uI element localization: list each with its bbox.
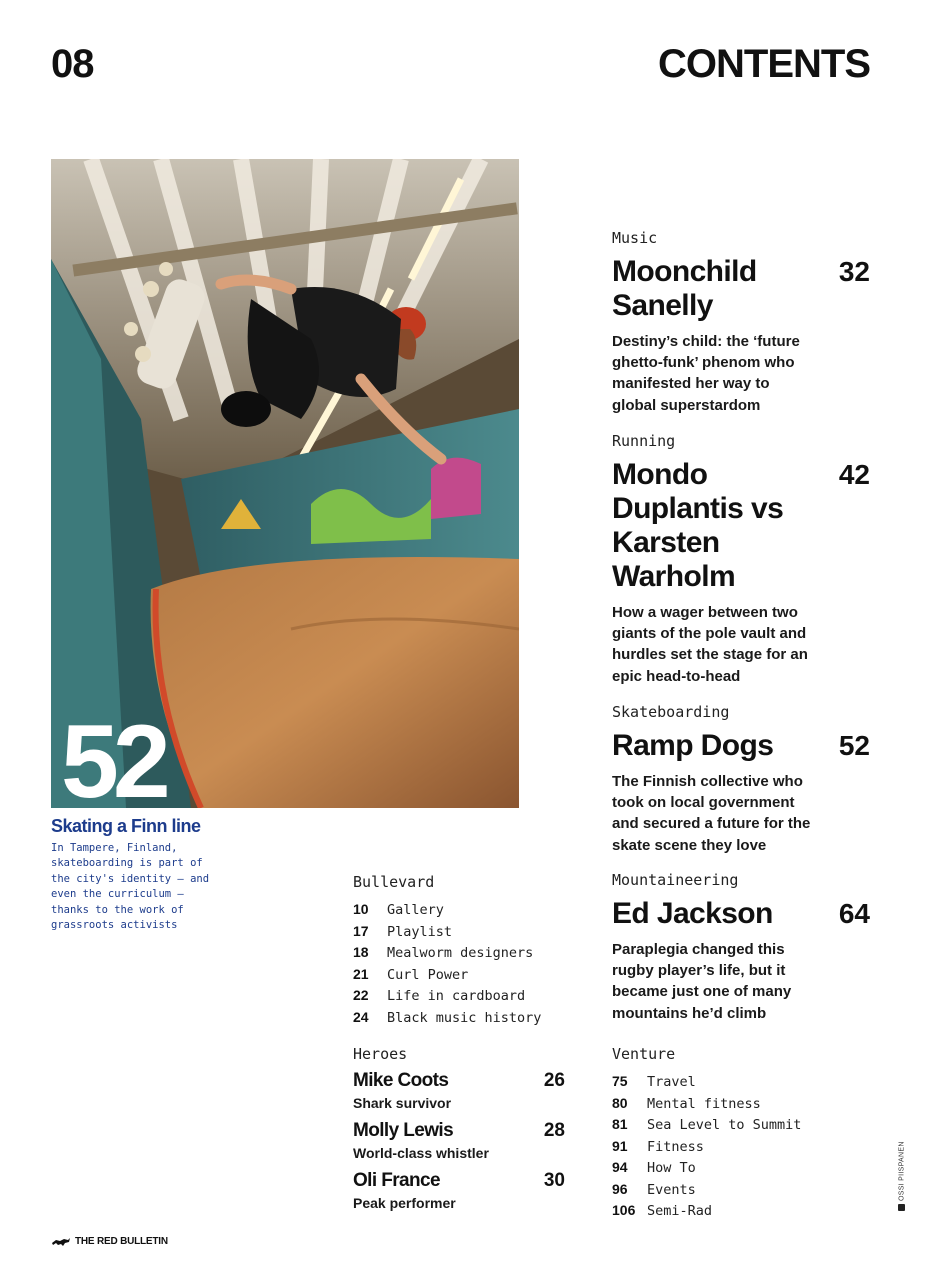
page-title: CONTENTS — [658, 42, 870, 86]
list-label: Events — [647, 1181, 696, 1198]
list-item[interactable] — [353, 899, 583, 921]
camera-icon — [898, 1204, 905, 1211]
list-item[interactable] — [353, 964, 583, 986]
list-page: 18 — [353, 944, 369, 960]
list-item[interactable] — [612, 1093, 842, 1115]
list-label: How To — [647, 1160, 696, 1176]
hero-entry-page: 30 — [543, 1170, 565, 1191]
hero-entry[interactable] — [353, 1119, 565, 1163]
feature-description: The Finnish collective who took on local government and secured a future for the skate scene they love — [612, 773, 811, 854]
page-number: 08 — [51, 42, 94, 86]
feature-title[interactable]: Mondo Duplantis vs Karsten Warholm — [612, 458, 784, 593]
list-page: 22 — [353, 987, 369, 1003]
list-page: 91 — [612, 1137, 628, 1154]
venture-heading: Venture — [612, 1045, 676, 1063]
bullevard-heading: Bullevard — [353, 873, 435, 891]
list-page: 24 — [353, 1008, 369, 1025]
list-page: 106 — [612, 1202, 636, 1218]
list-page: 10 — [353, 901, 369, 917]
hero-entry[interactable] — [353, 1169, 565, 1213]
feature-category: Running — [612, 432, 676, 450]
feature-title[interactable]: Ramp Dogs — [612, 729, 774, 762]
list-item[interactable] — [353, 985, 583, 1007]
list-item[interactable] — [612, 1179, 842, 1201]
feature-title[interactable]: Ed Jackson — [612, 897, 773, 930]
hero-caption-text: In Tampere, Finland, skateboarding is part of the city's identity – and even the curriculum – thanks to the work of grassroots activists — [51, 842, 210, 932]
list-item[interactable] — [353, 942, 583, 964]
list-item[interactable] — [612, 1157, 842, 1179]
feature-category: Mountaineering — [612, 871, 739, 889]
feature-page: 32 — [838, 256, 870, 287]
hero-name[interactable]: Oli France — [353, 1170, 440, 1191]
list-page: 75 — [612, 1073, 628, 1089]
hero-photo[interactable] — [51, 159, 519, 808]
hero-entry[interactable] — [353, 1069, 565, 1113]
list-label: Curl Power — [387, 966, 469, 983]
list-item[interactable] — [353, 921, 583, 943]
photo-credit-text: OSSI PIISPANEN — [898, 1141, 906, 1201]
feature-description: Paraplegia changed this rugby player’s life, but it became just one of many mountains he’d climb — [612, 941, 792, 1022]
hero-caption-title[interactable]: Skating a Finn line — [51, 816, 201, 836]
list-label: Sea Level to Summit — [647, 1117, 802, 1133]
list-page: 80 — [612, 1094, 628, 1111]
venture-section — [612, 1045, 842, 1222]
list-label: Mealworm designers — [387, 945, 534, 961]
list-label: Semi-Rad — [647, 1203, 713, 1219]
photo-credit — [898, 1141, 905, 1211]
brand-logo[interactable] — [51, 1236, 168, 1247]
list-label: Gallery — [387, 902, 444, 918]
feature-page: 64 — [838, 898, 870, 929]
list-item[interactable] — [612, 1136, 842, 1158]
feature-description: How a wager between two giants of the pole vault and hurdles set the stage for an epic head-to-head — [612, 604, 808, 685]
hero-entry-page: 26 — [543, 1070, 565, 1091]
hero-description: Peak performer — [353, 1195, 456, 1211]
feature-category: Music — [612, 229, 658, 247]
list-label: Playlist — [387, 923, 453, 940]
hero-name[interactable]: Molly Lewis — [353, 1120, 454, 1141]
feature-page: 52 — [838, 730, 870, 761]
list-item[interactable] — [612, 1114, 842, 1136]
feature-skateboarding[interactable] — [612, 703, 870, 856]
feature-page: 42 — [838, 459, 870, 490]
list-page: 94 — [612, 1159, 628, 1175]
list-label: Fitness — [647, 1138, 704, 1155]
feature-music[interactable] — [612, 229, 870, 416]
list-label: Travel — [647, 1074, 696, 1090]
list-item[interactable] — [612, 1071, 842, 1093]
list-item[interactable] — [353, 1007, 583, 1029]
bull-icon — [51, 1237, 71, 1247]
brand-name: THE RED BULLETIN — [75, 1236, 168, 1247]
hero-entry-page: 28 — [543, 1120, 565, 1141]
list-page: 96 — [612, 1180, 628, 1197]
feature-description: Destiny’s child: the ‘future ghetto-funk’ phenom who manifested her way to global superstardom — [612, 333, 800, 414]
bullevard-section — [353, 873, 583, 1028]
list-label: Black music history — [387, 1009, 542, 1026]
list-page: 21 — [353, 965, 369, 982]
feature-category: Skateboarding — [612, 703, 730, 721]
hero-page-number: 52 — [61, 704, 165, 808]
list-item[interactable] — [612, 1200, 842, 1222]
list-label: Life in cardboard — [387, 988, 526, 1004]
heroes-heading: Heroes — [353, 1045, 408, 1063]
feature-title[interactable]: Moonchild Sanelly — [612, 255, 757, 322]
feature-running[interactable] — [612, 432, 870, 687]
hero-description: Shark survivor — [353, 1095, 452, 1111]
feature-mountaineering[interactable] — [612, 871, 870, 1024]
list-label: Mental fitness — [647, 1095, 761, 1112]
hero-name[interactable]: Mike Coots — [353, 1070, 449, 1091]
list-page: 17 — [353, 922, 369, 939]
heroes-section — [353, 1045, 565, 1213]
list-page: 81 — [612, 1116, 628, 1132]
hero-description: World-class whistler — [353, 1145, 489, 1161]
